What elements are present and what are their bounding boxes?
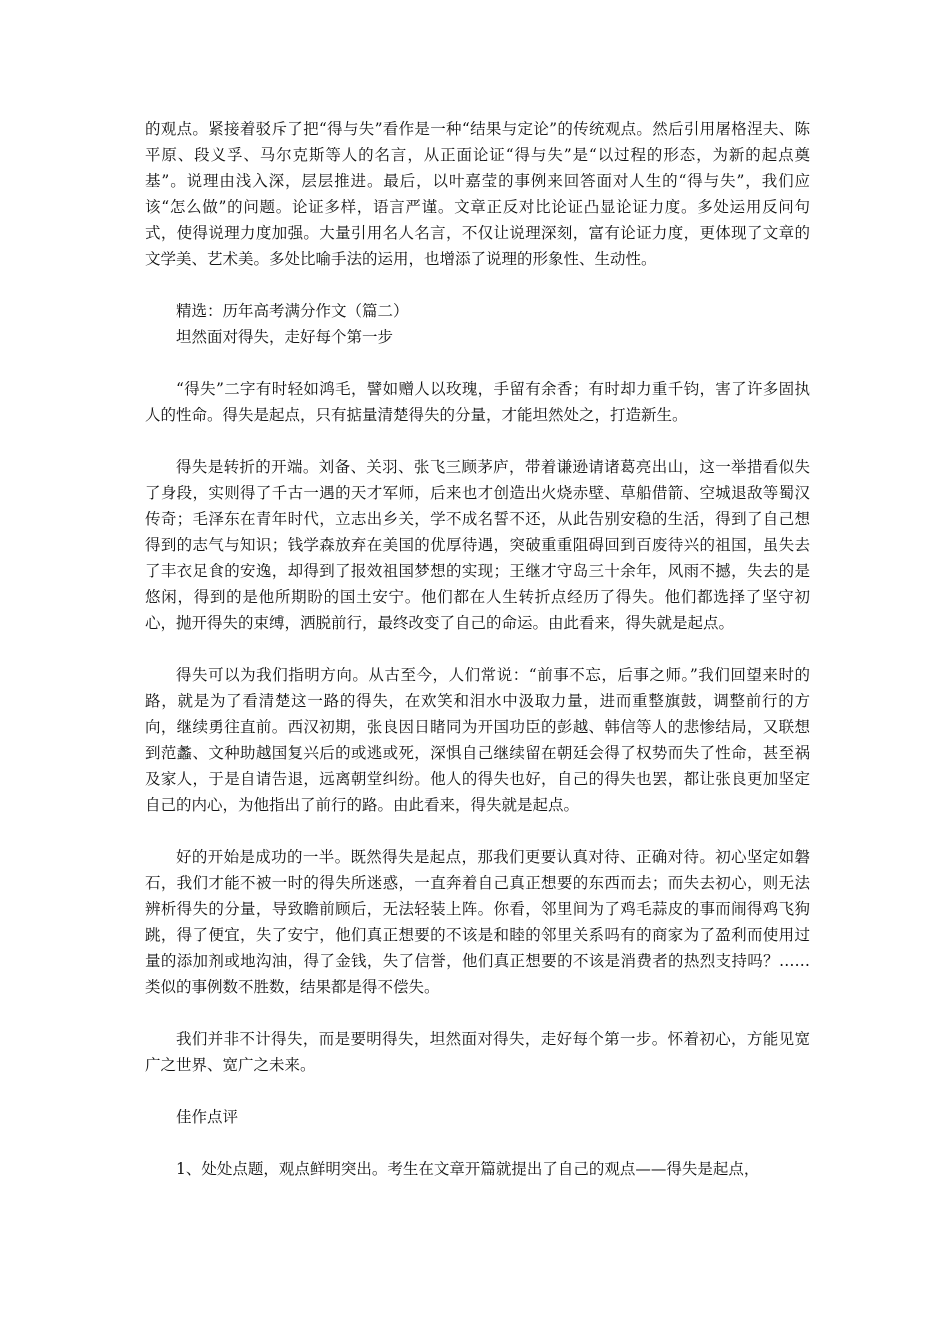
- section-heading: 精选：历年高考满分作文（篇二）: [176, 302, 409, 320]
- essay-paragraph-4: 好的开始是成功的一半。既然得失是起点，那我们更要认真对待、正确对待。初心坚定如磐石，我们才能不被一时的得失所迷惑，一直奔着自己真正想要的东西而去；而失去初心，则无法辨析得失的分量，导致瞻前顾后，无法轻装上阵。你看，邻里间为了鸡毛蒜皮的事而闹得鸡飞狗跳，得了便宜，失了安宁，他们真正想要的不该是和睦的邻里关系吗有的商家为了盈利而使用过量的添加剂或地沟油，得了金钱，失了信誉，他们真正想要的不该是消费者的热烈支持吗？……类似的事例数不胜数，结果都是得不偿失。: [145, 848, 810, 996]
- intro-paragraph: 的观点。紧接着驳斥了把“得与失”看作是一种“结果与定论”的传统观点。然后引用屠格涅夫、陈平原、段义孚、马尔克斯等人的名言，从正面论证“得与失”是“以过程的形态，为新的起点奠基”。说理由浅入深，层层推进。最后，以叶嘉莹的事例来回答面对人生的“得与失”，我们应该“怎么做”的问题。论证多样，语言严谨。文章正反对比论证凸显论证力度。多处运用反问句式，使得说理力度加强。大量引用名人名言，不仅让说理深刻，富有论证力度，更体现了文章的文学美、艺术美。多处比喻手法的运用，也增添了说理的形象性、生动性。: [145, 120, 810, 268]
- essay-paragraph-1: “得失”二字有时轻如鸿毛，譬如赠人以玫瑰，手留有余香；有时却力重千钧，害了许多固执人的性命。得失是起点，只有掂量清楚得失的分量，才能坦然处之，打造新生。: [145, 380, 810, 424]
- comment-heading: 佳作点评: [176, 1108, 239, 1126]
- essay-title: 坦然面对得失，走好每个第一步: [176, 328, 394, 346]
- essay-paragraph-3: 得失可以为我们指明方向。从古至今，人们常说：“前事不忘，后事之师。”我们回望来时的路，就是为了看清楚这一路的得失，在欢笑和泪水中汲取力量，进而重整旗鼓，调整前行的方向，继续勇往直前。西汉初期，张良因日睹同为开国功臣的彭越、韩信等人的悲惨结局，又联想到范蠡、文种助越国复兴后的或逃或死，深惧自己继续留在朝廷会得了权势而失了性命，甚至祸及家人，于是自请告退，远离朝堂纠纷。他人的得失也好，自己的得失也罢，都让张良更加坚定自己的内心，为他指出了前行的路。由此看来，得失就是起点。: [145, 666, 810, 814]
- document-body: [145, 116, 810, 1182]
- essay-paragraph-2: 得失是转折的开端。刘备、关羽、张飞三顾茅庐，带着谦逊请诸葛亮出山，这一举措看似失了身段，实则得了千古一遇的天才军师，后来也才创造出火烧赤壁、草船借箭、空城退敌等蜀汉传奇；毛泽东在青年时代，立志出乡关，学不成名誓不还，从此告别安稳的生活，得到了自己想得到的志气与知识；钱学森放弃在美国的优厚待遇，突破重重阻碍回到百废待兴的祖国，虽失去了丰衣足食的安逸，却得到了报效祖国梦想的实现；王继才守岛三十余年，风雨不撼，失去的是悠闲，得到的是他所期盼的国土安宁。他们都在人生转折点经历了得失。他们都选择了坚守初心，抛开得失的束缚，洒脱前行，最终改变了自己的命运。由此看来，得失就是起点。: [145, 458, 810, 632]
- comment-point-1: 1、处处点题，观点鲜明突出。考生在文章开篇就提出了自己的观点——得失是起点，: [176, 1160, 760, 1178]
- essay-paragraph-5: 我们并非不计得失，而是要明得失，坦然面对得失，走好每个第一步。怀着初心，方能见宽广之世界、宽广之未来。: [145, 1030, 810, 1074]
